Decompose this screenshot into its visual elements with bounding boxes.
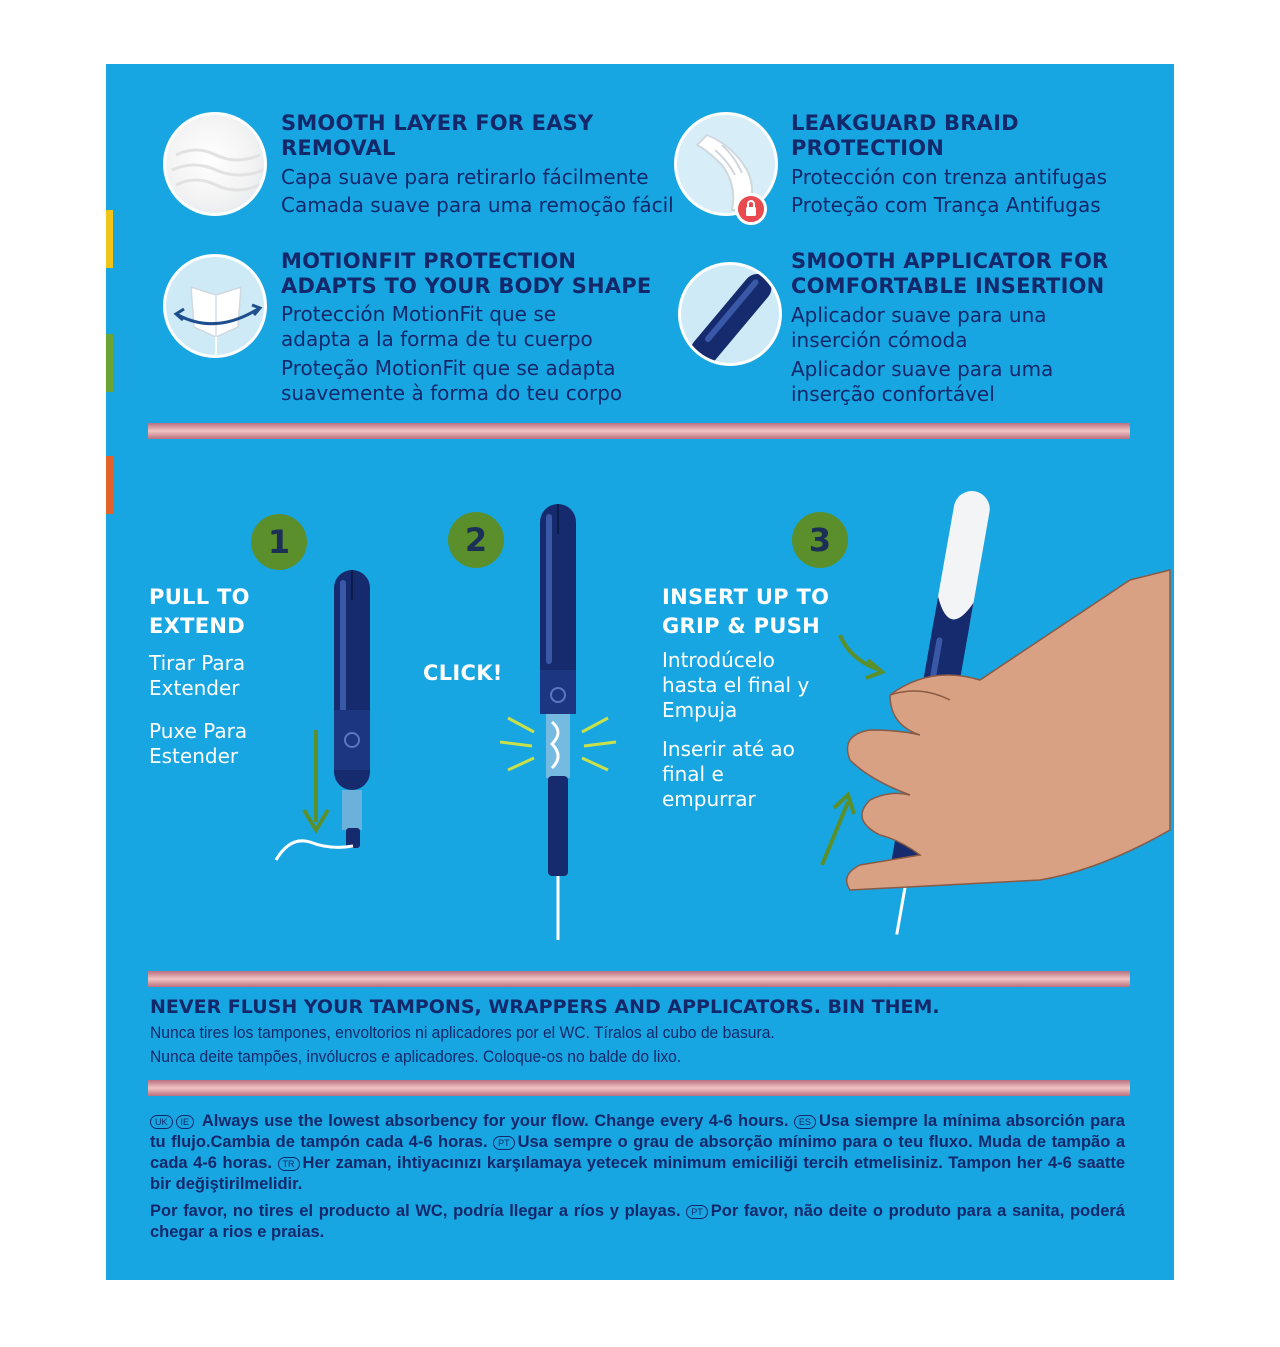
step-1-title: PULL TO EXTEND — [149, 585, 250, 638]
applicator-icon — [678, 262, 782, 366]
tr-country-code: TR — [278, 1157, 300, 1171]
edge-tab-yellow — [106, 210, 113, 268]
motionfit-tampon-icon — [163, 254, 267, 358]
feature-1-pt: Camada suave para uma remoção fácil — [281, 193, 674, 217]
pt-country-code: PT — [493, 1136, 515, 1150]
feature-1-es: Capa suave para retirarlo fácilmente — [281, 165, 649, 189]
lock-badge-icon — [735, 193, 767, 225]
es-country-code: ES — [794, 1115, 816, 1129]
divider-1 — [148, 423, 1130, 439]
feature-3-es: Protección MotionFit que se adapta a la forma de tu cuerpo — [281, 302, 593, 351]
pt-flush-country-code: PT — [686, 1205, 708, 1219]
step-2-number: 2 — [448, 512, 504, 568]
notice-tr: Her zaman, ihtiyacınızı karşılamaya yetecek minimum emiciliği tercih etmelisiniz. Tampon her 4-6 saatte bir değiştirilmelidir. — [150, 1154, 1126, 1193]
step-1-pt: Puxe Para Estender — [149, 719, 248, 768]
step-3-title: INSERT UP TO GRIP & PUSH — [662, 585, 830, 638]
uk-country-code: UK — [150, 1115, 173, 1129]
step-3-hand-insert-illustration — [810, 490, 1170, 950]
flush-pt: Por favor, não deite o produto para a sanita, poderá chegar a rios e praias. — [150, 1202, 1125, 1241]
feature-2-es: Protección con trenza antifugas — [791, 165, 1108, 189]
flush-notice — [150, 1201, 1125, 1243]
flush-es: Por favor, no tires el producto al WC, podría llegar a ríos y playas. — [150, 1202, 681, 1220]
divider-2 — [148, 971, 1130, 987]
step-1-applicator-illustration — [270, 560, 410, 880]
step-3-pt: Inserir até ao final e empurrar — [662, 737, 795, 811]
feature-4-pt: Aplicador suave para uma inserção confortável — [791, 357, 1054, 406]
notice-es: Usa siempre la mínima absorción para tu flujo.Cambia de tampón cada 4-6 horas. — [150, 1112, 1125, 1151]
step-3-es: Introdúcelo hasta el final y Empuja — [662, 648, 810, 722]
step-1-number: 1 — [251, 514, 307, 570]
step-1-es: Tirar Para Extender — [149, 651, 246, 700]
step-3-number: 3 — [792, 512, 848, 568]
cotton-layer-icon — [163, 112, 267, 216]
ie-country-code: IE — [176, 1115, 195, 1129]
feature-4-es: Aplicador suave para una inserción cómoda — [791, 303, 1047, 352]
feature-2-title: LEAKGUARD BRAID PROTECTION — [791, 111, 1019, 160]
feature-3-pt: Proteção MotionFit que se adapta suavemente à forma do teu corpo — [281, 356, 623, 405]
step-2-click-label: CLICK! — [423, 661, 503, 685]
feature-4-title: SMOOTH APPLICATOR FOR COMFORTABLE INSERTION — [791, 249, 1109, 298]
absorbency-notice — [150, 1111, 1125, 1195]
edge-tab-green — [106, 334, 113, 392]
warning-title: NEVER FLUSH YOUR TAMPONS, WRAPPERS AND APPLICATORS. BIN THEM. — [150, 996, 940, 1018]
edge-tab-orange — [106, 456, 113, 514]
notice-pt: Usa sempre o grau de absorção mínimo para o teu fluxo. Muda de tampão a cada 4-6 horas. — [150, 1133, 1125, 1172]
divider-3 — [148, 1080, 1130, 1096]
warning-es: Nunca tires los tampones, envoltorios ni aplicadores por el WC. Tíralos al cubo de basura. — [150, 1023, 775, 1042]
feature-2-pt: Proteção com Trança Antifugas — [791, 193, 1101, 217]
feature-1-title: SMOOTH LAYER FOR EASY REMOVAL — [281, 111, 594, 160]
feature-3-title: MOTIONFIT PROTECTION ADAPTS TO YOUR BODY SHAPE — [281, 249, 652, 298]
notice-en: Always use the lowest absorbency for your flow. Change every 4-6 hours. — [201, 1112, 789, 1130]
step-2-applicator-illustration — [496, 500, 636, 940]
warning-pt: Nunca deite tampões, invólucros e aplicadores. Coloque-os no balde do lixo. — [150, 1047, 682, 1066]
